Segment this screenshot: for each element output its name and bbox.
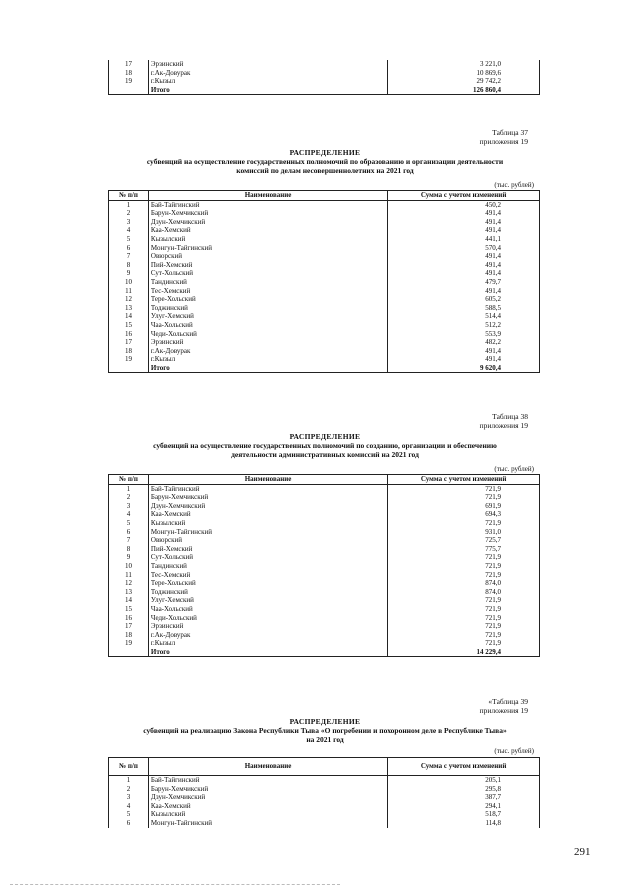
table37-unit: (тыс. рублей) xyxy=(494,181,534,189)
row-number: 18 xyxy=(109,347,149,356)
row-number: 5 xyxy=(109,519,149,528)
row-name: Тоджинский xyxy=(148,304,387,313)
row-name: Сут-Хольский xyxy=(148,553,387,562)
row-value: 721,9 xyxy=(388,484,540,493)
row-name: Кызылский xyxy=(148,519,387,528)
row-name: Барун-Хемчикский xyxy=(148,493,387,502)
table-row xyxy=(109,579,540,588)
row-value: 491,4 xyxy=(388,209,540,218)
row-value: 721,9 xyxy=(388,562,540,571)
table38-col-name: Наименование xyxy=(148,475,387,485)
row-name: Бай-Тайгинский xyxy=(148,484,387,493)
table-row xyxy=(109,819,540,828)
row-name: Овюрский xyxy=(148,252,387,261)
row-number: 14 xyxy=(109,596,149,605)
row-number: 7 xyxy=(109,536,149,545)
table38 xyxy=(108,474,540,657)
row-name: Монгун-Тайгинский xyxy=(148,819,387,828)
row-name: Тес-Хемский xyxy=(148,287,387,296)
table-row xyxy=(109,493,540,502)
table-row xyxy=(109,355,540,364)
table-row xyxy=(109,545,540,554)
table-row xyxy=(109,605,540,614)
row-value: 512,2 xyxy=(388,321,540,330)
row-name: г.Ак-Довурак xyxy=(148,631,387,640)
table-row xyxy=(109,793,540,802)
total-value: 14 229,4 xyxy=(388,648,540,657)
table-row xyxy=(109,200,540,209)
row-name: Чеди-Хольский xyxy=(148,330,387,339)
table38-title xyxy=(100,432,550,459)
table-row xyxy=(109,347,540,356)
row-name: Тес-Хемский xyxy=(148,571,387,580)
row-value: 931,0 xyxy=(388,528,540,537)
row-value: 721,9 xyxy=(388,519,540,528)
row-number: 14 xyxy=(109,312,149,321)
table37-col-name: Наименование xyxy=(148,191,387,201)
page-number: 291 xyxy=(574,846,591,858)
table38-col-sum: Сумма с учетом изменений xyxy=(388,475,540,485)
row-name: Овюрский xyxy=(148,536,387,545)
row-value: 721,9 xyxy=(388,622,540,631)
table37 xyxy=(108,190,540,373)
row-value: 553,9 xyxy=(388,330,540,339)
table-row xyxy=(109,622,540,631)
table38-col-n: № п/п xyxy=(109,475,149,485)
row-number: 4 xyxy=(109,802,149,811)
row-name: г.Ак-Довурак xyxy=(148,347,387,356)
row-value: 514,4 xyxy=(388,312,540,321)
table-row xyxy=(109,588,540,597)
row-number: 8 xyxy=(109,545,149,554)
row-value: 387,7 xyxy=(388,793,540,802)
table39-col-sum: Сумма с учетом изменений xyxy=(388,758,540,776)
row-value: 441,1 xyxy=(388,235,540,244)
table38-number: Таблица 38 xyxy=(492,412,528,421)
row-value: 29 742,2 xyxy=(388,77,540,86)
table39 xyxy=(108,757,540,828)
table-row xyxy=(109,209,540,218)
row-name: Бай-Тайгинский xyxy=(148,776,387,785)
row-number: 2 xyxy=(109,785,149,794)
table37-subtitle-line2: комиссий по делам несовершеннолетних на 2021 год xyxy=(236,166,414,175)
row-value: 721,9 xyxy=(388,493,540,502)
table-row xyxy=(109,785,540,794)
row-name: Тандинский xyxy=(148,562,387,571)
row-number: 4 xyxy=(109,510,149,519)
table38-subtitle-line2: деятельности административных комиссий на 2021 год xyxy=(231,450,419,459)
table-row xyxy=(109,639,540,648)
row-number: 18 xyxy=(109,69,149,78)
row-name: Чеди-Хольский xyxy=(148,614,387,623)
row-number: 1 xyxy=(109,484,149,493)
table-row xyxy=(109,269,540,278)
row-name: Улуг-Хемский xyxy=(148,596,387,605)
row-name: г.Кызыл xyxy=(148,639,387,648)
row-name: Пий-Хемский xyxy=(148,545,387,554)
row-value: 3 221,0 xyxy=(388,60,540,69)
row-number: 19 xyxy=(109,355,149,364)
row-number: 17 xyxy=(109,338,149,347)
total-label: Итого xyxy=(148,86,387,95)
table-row xyxy=(109,330,540,339)
row-value: 775,7 xyxy=(388,545,540,554)
table39-label xyxy=(480,697,528,715)
row-name: Дзун-Хемчикский xyxy=(148,793,387,802)
table39-subtitle-line1: субвенций на реализацию Закона Республики Тыва «О погребении и похоронном деле в Республике Тыва» xyxy=(143,726,507,735)
row-name: Пий-Хемский xyxy=(148,261,387,270)
row-value: 294,1 xyxy=(388,802,540,811)
row-number: 13 xyxy=(109,304,149,313)
table-row xyxy=(109,810,540,819)
table-row xyxy=(109,304,540,313)
row-name: г.Кызыл xyxy=(148,77,387,86)
table37-col-n: № п/п xyxy=(109,191,149,201)
table39-col-name: Наименование xyxy=(148,758,387,776)
row-value: 874,0 xyxy=(388,579,540,588)
table39-heading: РАСПРЕДЕЛЕНИЕ xyxy=(289,717,361,726)
row-number: 19 xyxy=(109,77,149,86)
table37-label xyxy=(480,128,528,146)
row-name: Бай-Тайгинский xyxy=(148,200,387,209)
table37-heading: РАСПРЕДЕЛЕНИЕ xyxy=(289,148,361,157)
row-name: Эрзинский xyxy=(148,60,387,69)
table-row xyxy=(109,596,540,605)
total-row xyxy=(109,364,540,373)
row-number: 10 xyxy=(109,562,149,571)
table39-unit: (тыс. рублей) xyxy=(494,747,534,755)
table38-label xyxy=(480,412,528,430)
row-name: г.Ак-Довурак xyxy=(148,69,387,78)
row-name: Дзун-Хемчикский xyxy=(148,218,387,227)
table39-number: «Таблица 39 xyxy=(488,697,528,706)
table-row xyxy=(109,235,540,244)
total-label: Итого xyxy=(148,648,387,657)
row-name: Сут-Хольский xyxy=(148,269,387,278)
row-name: Барун-Хемчикский xyxy=(148,785,387,794)
table38-appendix: приложения 19 xyxy=(479,421,528,430)
row-value: 721,9 xyxy=(388,614,540,623)
total-value: 126 860,4 xyxy=(388,86,540,95)
row-name: Тере-Хольский xyxy=(148,295,387,304)
table-row xyxy=(109,295,540,304)
total-value: 9 620,4 xyxy=(388,364,540,373)
row-name: Барун-Хемчикский xyxy=(148,209,387,218)
row-value: 721,9 xyxy=(388,553,540,562)
row-name: Чаа-Хольский xyxy=(148,605,387,614)
row-value: 694,3 xyxy=(388,510,540,519)
table37-number: Таблица 37 xyxy=(492,128,528,137)
footer-divider xyxy=(10,884,340,885)
table-row xyxy=(109,502,540,511)
row-number: 15 xyxy=(109,605,149,614)
row-value: 491,4 xyxy=(388,287,540,296)
row-number: 10 xyxy=(109,278,149,287)
row-name: Монгун-Тайгинский xyxy=(148,528,387,537)
total-row xyxy=(109,86,540,95)
table37-col-sum: Сумма с учетом изменений xyxy=(388,191,540,201)
row-name: Кызылский xyxy=(148,235,387,244)
row-value: 491,4 xyxy=(388,269,540,278)
row-value: 205,1 xyxy=(388,776,540,785)
table38-subtitle-line1: субвенций на осуществление государственных полномочий по созданию, организации и обеспечению xyxy=(153,441,497,450)
row-value: 725,7 xyxy=(388,536,540,545)
table-row xyxy=(109,321,540,330)
total-empty-cell xyxy=(109,364,149,373)
row-number: 7 xyxy=(109,252,149,261)
row-value: 721,9 xyxy=(388,631,540,640)
row-number: 12 xyxy=(109,295,149,304)
row-number: 3 xyxy=(109,218,149,227)
row-name: Эрзинский xyxy=(148,622,387,631)
row-number: 16 xyxy=(109,614,149,623)
table-top-continuation xyxy=(108,60,540,95)
row-number: 11 xyxy=(109,571,149,580)
table-row xyxy=(109,278,540,287)
total-row xyxy=(109,648,540,657)
table-row xyxy=(109,631,540,640)
row-name: Тоджинский xyxy=(148,588,387,597)
table-row xyxy=(109,519,540,528)
total-empty-cell xyxy=(109,86,149,95)
row-number: 12 xyxy=(109,579,149,588)
row-value: 491,4 xyxy=(388,252,540,261)
table37-subtitle-line1: субвенций на осуществление государственных полномочий по образованию и организации деятельности xyxy=(146,157,504,166)
row-name: Кызылский xyxy=(148,810,387,819)
table37-title xyxy=(100,148,550,175)
row-value: 491,4 xyxy=(388,347,540,356)
row-value: 518,7 xyxy=(388,810,540,819)
table-row xyxy=(109,484,540,493)
table-row xyxy=(109,553,540,562)
table-row xyxy=(109,528,540,537)
row-value: 721,9 xyxy=(388,605,540,614)
table-row xyxy=(109,226,540,235)
row-value: 570,4 xyxy=(388,244,540,253)
total-label: Итого xyxy=(148,364,387,373)
row-number: 1 xyxy=(109,200,149,209)
table-row xyxy=(109,614,540,623)
table39-title xyxy=(100,717,550,744)
row-number: 6 xyxy=(109,244,149,253)
row-number: 3 xyxy=(109,502,149,511)
row-value: 10 869,6 xyxy=(388,69,540,78)
row-number: 13 xyxy=(109,588,149,597)
row-value: 295,8 xyxy=(388,785,540,794)
row-number: 6 xyxy=(109,528,149,537)
row-value: 721,9 xyxy=(388,639,540,648)
row-value: 482,2 xyxy=(388,338,540,347)
row-name: Каа-Хемский xyxy=(148,510,387,519)
table38-unit: (тыс. рублей) xyxy=(494,465,534,473)
row-number: 6 xyxy=(109,819,149,828)
row-value: 491,4 xyxy=(388,226,540,235)
row-number: 11 xyxy=(109,287,149,296)
row-name: Монгун-Тайгинский xyxy=(148,244,387,253)
table-row xyxy=(109,802,540,811)
row-number: 3 xyxy=(109,793,149,802)
row-name: Чаа-Хольский xyxy=(148,321,387,330)
table-row xyxy=(109,252,540,261)
row-value: 491,4 xyxy=(388,218,540,227)
row-value: 450,2 xyxy=(388,200,540,209)
row-number: 2 xyxy=(109,493,149,502)
row-value: 721,9 xyxy=(388,571,540,580)
row-value: 491,4 xyxy=(388,355,540,364)
table39-subtitle-line2: на 2021 год xyxy=(306,735,344,744)
row-number: 17 xyxy=(109,622,149,631)
table-row xyxy=(109,776,540,785)
row-name: г.Кызыл xyxy=(148,355,387,364)
row-number: 5 xyxy=(109,810,149,819)
table38-heading: РАСПРЕДЕЛЕНИЕ xyxy=(289,432,361,441)
row-value: 114,8 xyxy=(388,819,540,828)
table-row xyxy=(109,312,540,321)
table-row xyxy=(109,562,540,571)
row-number: 1 xyxy=(109,776,149,785)
table39-col-n: № п/п xyxy=(109,758,149,776)
table-row xyxy=(109,510,540,519)
row-value: 588,5 xyxy=(388,304,540,313)
row-name: Тандинский xyxy=(148,278,387,287)
row-number: 15 xyxy=(109,321,149,330)
table-row xyxy=(109,60,540,69)
row-value: 479,7 xyxy=(388,278,540,287)
table-row xyxy=(109,571,540,580)
table-row xyxy=(109,287,540,296)
row-name: Эрзинский xyxy=(148,338,387,347)
row-number: 18 xyxy=(109,631,149,640)
table-row xyxy=(109,69,540,78)
row-value: 691,9 xyxy=(388,502,540,511)
row-name: Каа-Хемский xyxy=(148,226,387,235)
row-value: 874,0 xyxy=(388,588,540,597)
table37-appendix: приложения 19 xyxy=(479,137,528,146)
row-number: 2 xyxy=(109,209,149,218)
row-number: 9 xyxy=(109,269,149,278)
row-name: Каа-Хемский xyxy=(148,802,387,811)
total-empty-cell xyxy=(109,648,149,657)
row-value: 605,2 xyxy=(388,295,540,304)
row-value: 721,9 xyxy=(388,596,540,605)
table-row xyxy=(109,218,540,227)
row-number: 8 xyxy=(109,261,149,270)
row-number: 9 xyxy=(109,553,149,562)
table-row xyxy=(109,536,540,545)
row-name: Дзун-Хемчикский xyxy=(148,502,387,511)
table-row xyxy=(109,338,540,347)
table-row xyxy=(109,261,540,270)
row-name: Улуг-Хемский xyxy=(148,312,387,321)
row-number: 5 xyxy=(109,235,149,244)
table-row xyxy=(109,244,540,253)
row-number: 16 xyxy=(109,330,149,339)
row-name: Тере-Хольский xyxy=(148,579,387,588)
row-number: 4 xyxy=(109,226,149,235)
table39-appendix: приложения 19 xyxy=(479,706,528,715)
row-value: 491,4 xyxy=(388,261,540,270)
table-row xyxy=(109,77,540,86)
row-number: 17 xyxy=(109,60,149,69)
row-number: 19 xyxy=(109,639,149,648)
